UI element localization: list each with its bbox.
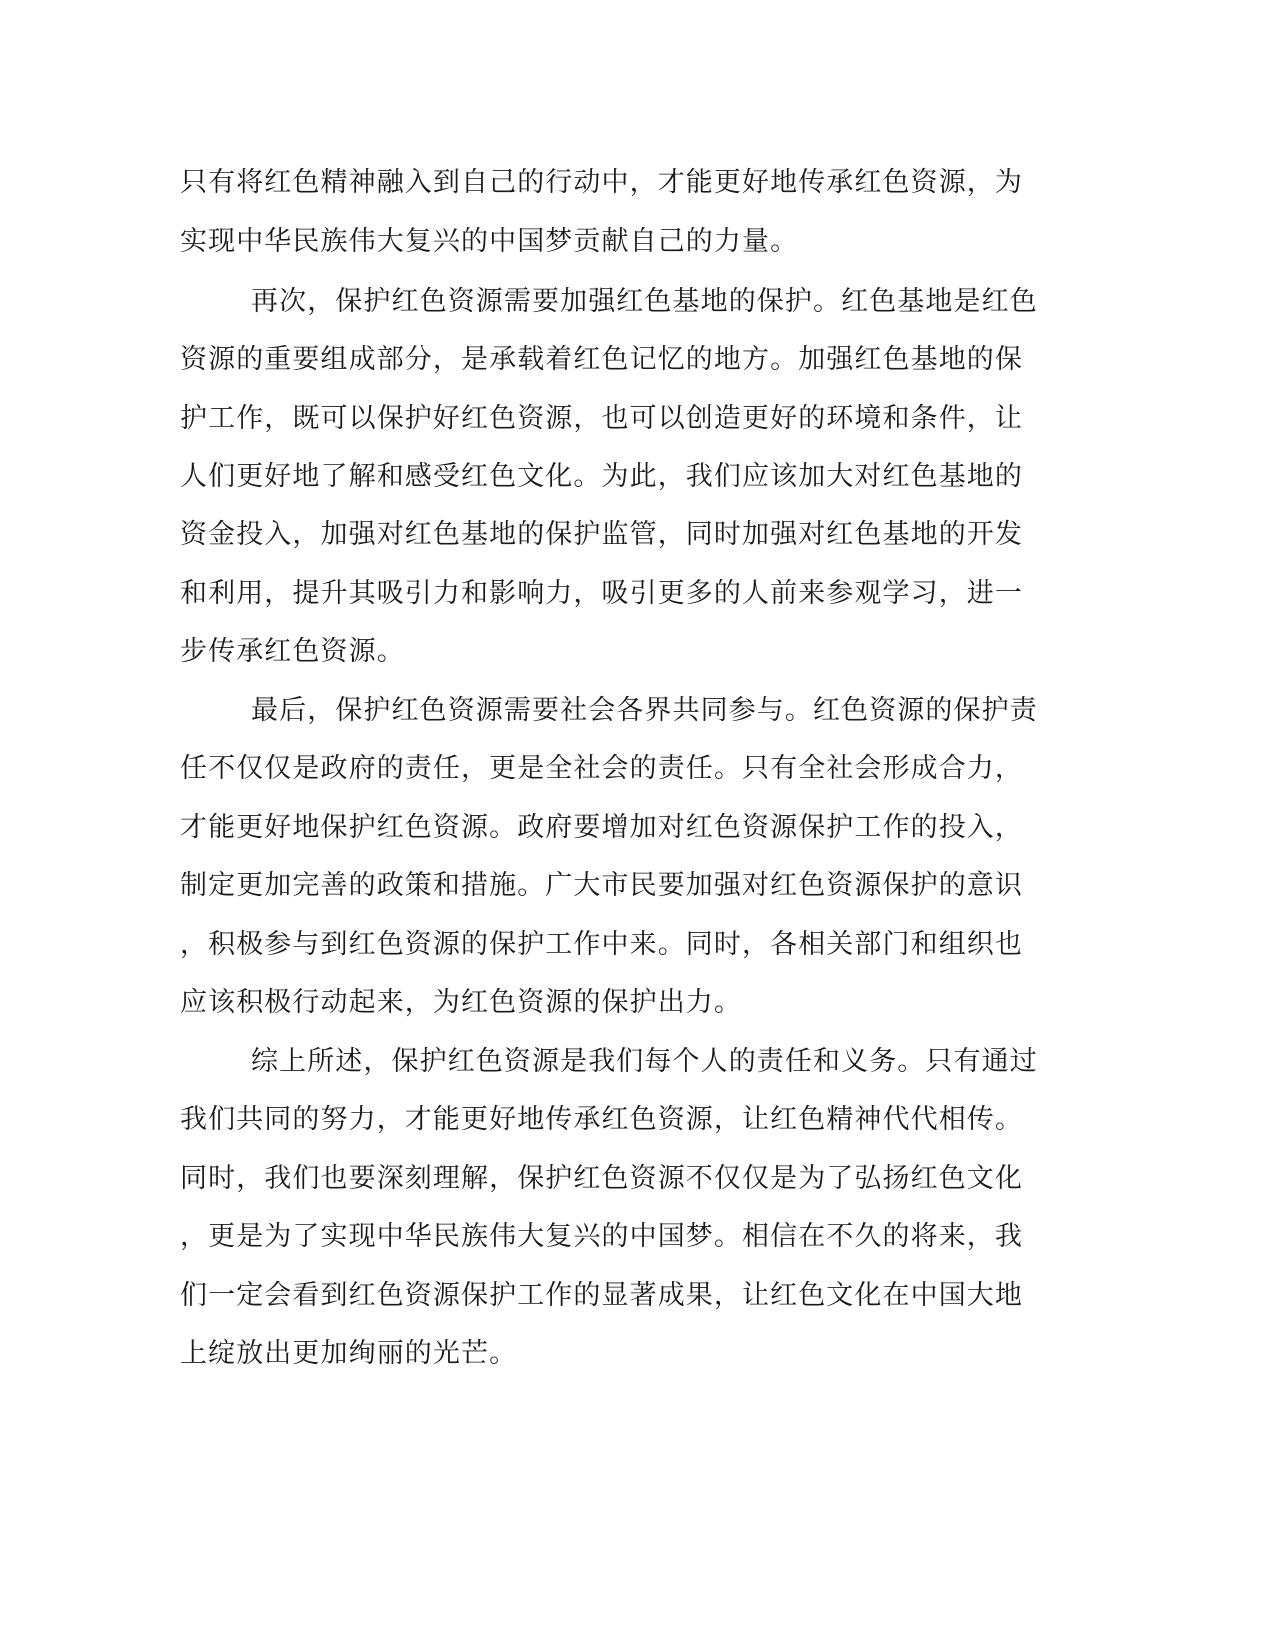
- text-line: ，积极参与到红色资源的保护工作中来。同时，各相关部门和组织也: [180, 929, 1023, 960]
- text-line: 任不仅仅是政府的责任，更是全社会的责任。只有全社会形成合力，: [180, 753, 1023, 784]
- text-line: 步传承红色资源。: [180, 636, 405, 667]
- text-line: 上绽放出更加绚丽的光芒。: [180, 1338, 518, 1369]
- text-line: 我们共同的努力，才能更好地传承红色资源，让红色精神代代相传。: [180, 1104, 1023, 1135]
- text-line: 只有将红色精神融入到自己的行动中，才能更好地传承红色资源，为: [180, 167, 1023, 198]
- text-line: 资源的重要组成部分，是承载着红色记忆的地方。加强红色基地的保: [180, 344, 1023, 375]
- paragraph-first-line: 再次，保护红色资源需要加强红色基地的保护。红色基地是红色: [251, 286, 1038, 317]
- text-line: 才能更好地保护红色资源。政府要增加对红色资源保护工作的投入，: [180, 812, 1023, 843]
- paragraph-first-line: 综上所述，保护红色资源是我们每个人的责任和义务。只有通过: [251, 1046, 1038, 1077]
- text-line: 资金投入，加强对红色基地的保护监管，同时加强对红色基地的开发: [180, 519, 1023, 550]
- text-line: 们一定会看到红色资源保护工作的显著成果，让红色文化在中国大地: [180, 1280, 1023, 1311]
- text-line: 实现中华民族伟大复兴的中国梦贡献自己的力量。: [180, 226, 799, 257]
- text-line: ，更是为了实现中华民族伟大复兴的中国梦。相信在不久的将来，我: [180, 1221, 1023, 1252]
- text-line: 制定更加完善的政策和措施。广大市民要加强对红色资源保护的意识: [180, 870, 1023, 901]
- text-line: 应该积极行动起来，为红色资源的保护出力。: [180, 987, 742, 1018]
- text-line: 人们更好地了解和感受红色文化。为此，我们应该加大对红色基地的: [180, 461, 1023, 492]
- text-line: 和利用，提升其吸引力和影响力，吸引更多的人前来参观学习，进一: [180, 578, 1023, 609]
- text-line: 同时，我们也要深刻理解，保护红色资源不仅仅是为了弘扬红色文化: [180, 1163, 1023, 1194]
- text-line: 护工作，既可以保护好红色资源，也可以创造更好的环境和条件，让: [180, 403, 1023, 434]
- paragraph-first-line: 最后，保护红色资源需要社会各界共同参与。红色资源的保护责: [251, 695, 1038, 726]
